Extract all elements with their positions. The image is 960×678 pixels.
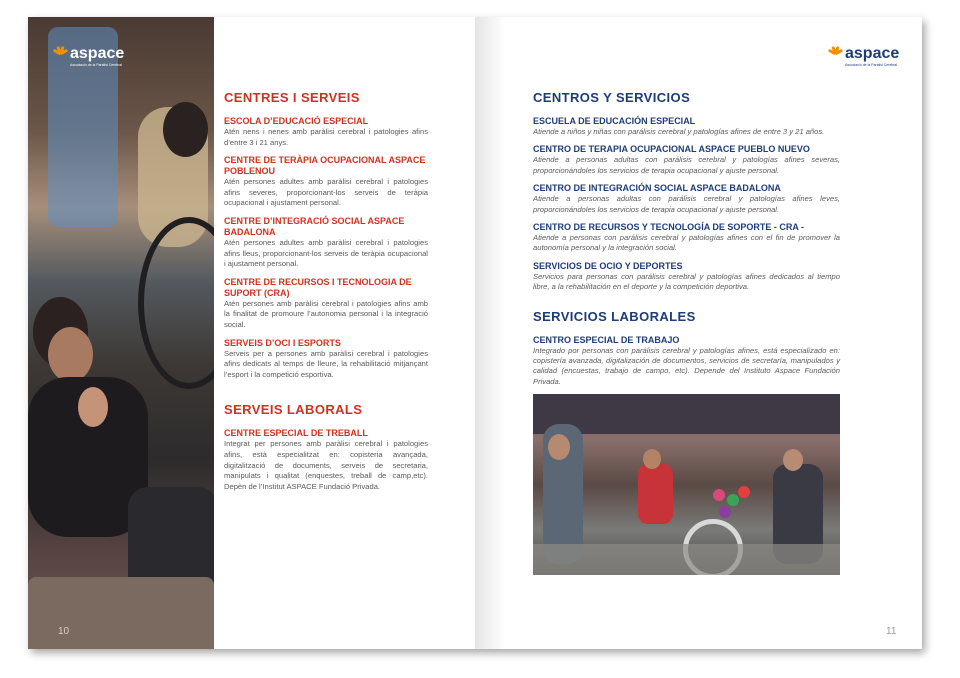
- logo-tagline: Associació de la Paràlisi Cerebral: [845, 63, 898, 67]
- left-text-column: [224, 90, 428, 492]
- item-heading: ESCOLA D’EDUCACIÓ ESPECIAL: [224, 116, 369, 126]
- item-heading: CENTRE DE RECURSOS I TECNOLOGIA DE SUPORT (CRA): [224, 276, 412, 298]
- logo-tagline: Associació de la Paràlisi Cerebral: [70, 63, 123, 67]
- item-heading: CENTRE D’INTEGRACIÓ SOCIAL ASPACE BADALONA: [224, 215, 405, 237]
- list-item: [224, 155, 428, 209]
- item-text: Atén persones adultes amb paràlisi cerebral i patologies afins lleus, proporcionant-los serveis de teràpia ocupacional i ajustament personal.: [224, 237, 428, 269]
- bowling-photo: [533, 394, 840, 575]
- page-number-right: 11: [886, 626, 897, 637]
- item-text: Servicios para personas con parálisis cerebral y patologías afines dedicados al tiempo libre, a la rehabilitación en el deporte y la competición deportiva.: [533, 271, 840, 292]
- brochure-spread: [28, 17, 922, 649]
- item-heading: CENTRO ESPECIAL DE TRABAJO: [533, 334, 680, 345]
- item-text: Serveis per a persones amb paràlisi cerebral i patologies afins dedicats al temps de lleure, la rehabilitació mitjançant l’esport i la competició esportiva.: [224, 348, 428, 379]
- logo-wordmark: aspace: [70, 45, 125, 62]
- list-item: [224, 216, 428, 270]
- aspace-logo-left: [53, 45, 125, 67]
- aspace-logo-icon: [828, 46, 844, 62]
- list-item: [224, 338, 428, 381]
- item-heading: CENTRO DE INTEGRACIÓN SOCIAL ASPACE BADALONA: [533, 183, 781, 194]
- aspace-logo-right: [828, 45, 900, 67]
- list-item: [533, 261, 840, 293]
- item-heading: CENTRE DE TERÀPIA OCUPACIONAL ASPACE POBLENOU: [224, 155, 426, 177]
- left-section-title: SERVEIS LABORALS: [224, 402, 363, 418]
- item-heading: CENTRO DE RECURSOS Y TECNOLOGÍA DE SOPORTE - CRA -: [533, 222, 805, 233]
- item-heading: ESCUELA DE EDUCACIÓN ESPECIAL: [533, 116, 696, 126]
- list-item: [224, 116, 428, 148]
- left-page-photo: [28, 17, 214, 649]
- list-item: [533, 116, 840, 137]
- item-heading: SERVEIS D’OCI I ESPORTS: [224, 337, 341, 348]
- item-heading: CENTRO DE TERAPIA OCUPACIONAL ASPACE PUEBLO NUEVO: [533, 144, 810, 155]
- item-text: Atén persones amb paràlisi cerebral i patologies afins amb la finalitat de promoure l’autonomia personal i la integració social.: [224, 298, 428, 329]
- logo-wordmark: aspace: [845, 45, 900, 62]
- spine-shadow: [475, 17, 505, 649]
- list-item: [533, 183, 840, 215]
- item-text: Atiende a personas con parálisis cerebral y patologías afines con el fin de promover la autonomía personal y la integración social.: [533, 233, 840, 253]
- list-item: [533, 335, 840, 388]
- item-heading: CENTRE ESPECIAL DE TREBALL: [224, 428, 368, 439]
- list-item: [533, 222, 840, 254]
- page-number-left: 10: [58, 626, 70, 637]
- aspace-logo-icon: [53, 46, 69, 62]
- list-item: [224, 428, 428, 492]
- list-item: [224, 277, 428, 331]
- right-text-column: [533, 90, 840, 387]
- item-text: Atiende a personas adultas con parálisis cerebral y patologías afines severas, proporcionándoles los servicios de terapia ocupacional y ajuste personal.: [533, 155, 840, 175]
- item-heading: SERVICIOS DE OCIO Y DEPORTES: [533, 260, 683, 271]
- item-text: Integrado por personas con parálisis cerebral y patologías afines, está especializado en: copistería avanzada, digitalización de documentos, servicios de secretaría, manipulados y calidad (encuestas, trabajo de campo, etc). Depende del Instituto Aspace Fundación Privada.: [533, 345, 840, 386]
- item-text: Atén persones adultes amb paràlisi cerebral i patologies afins severes, proporcionant-los serveis de teràpia ocupacional i ajustament personal.: [224, 177, 428, 208]
- right-page-title: CENTROS Y SERVICIOS: [533, 90, 691, 105]
- list-item: [533, 144, 840, 176]
- item-text: Atiende a niños y niñas con parálisis cerebral y patologías afines de entre 3 y 21 años.: [533, 127, 825, 136]
- left-page-title: CENTRES I SERVEIS: [224, 90, 360, 105]
- right-section-title: SERVICIOS LABORALES: [533, 308, 696, 324]
- item-text: Atén nens i nenes amb paràlisi cerebral i patologies afins d’entre 3 i 21 anys.: [224, 127, 428, 147]
- item-text: Atiende a personas adultas con parálisis cerebral y patologías afines leves, proporcionándoles los servicios de terapia ocupacional y ajuste personal.: [533, 194, 840, 214]
- item-text: Integrat per persones amb paràlisi cerebral i patologies afins, està especialitzat en: copisteria avançada, digitalització de documents, serveis de secretaria, manipulats i qualitat (enquestes, treball de camp,etc). Depèn de l’Institut ASPACE Fundació Privada.: [224, 439, 428, 491]
